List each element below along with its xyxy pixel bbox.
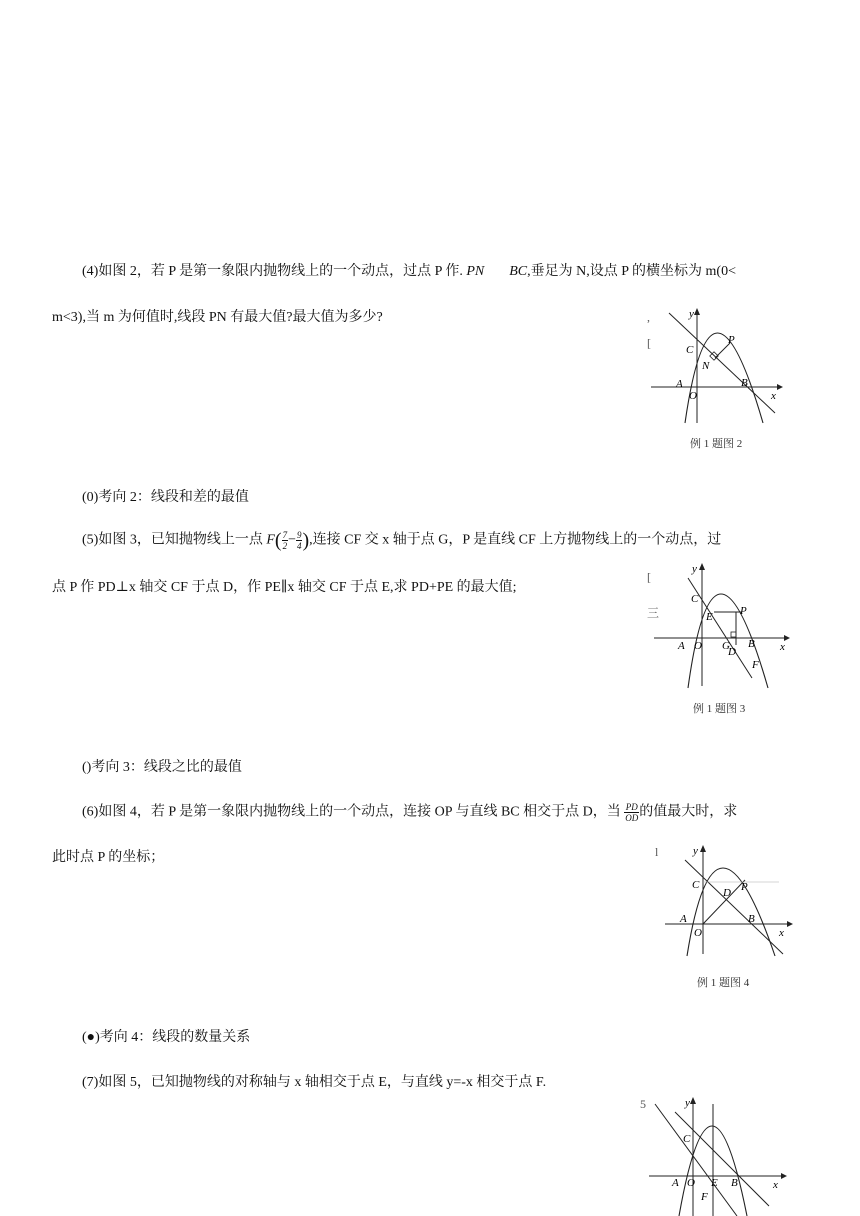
fig3-label-c: C [691, 593, 699, 605]
fig3-x-arrow [784, 635, 790, 641]
q4-line2: m<3),当 m 为何值时,线段 PN 有最大值?最大值为多少? [52, 310, 383, 325]
q4-text-a: (4)如图 2，若 P 是第一象限内抛物线上的一个动点，过点 P 作. [82, 264, 463, 279]
q5-line2: 点 P 作 PD⊥x 轴交 CF 于点 D，作 PE∥x 轴交 CF 于点 E,求 PD+PE 的最大值; [52, 580, 517, 595]
fig2-caption: 例 1 题图 2 [690, 438, 743, 450]
fig2-label-c: C [686, 344, 694, 356]
fig5-x-arrow [781, 1173, 787, 1179]
fig4-label-p: P [741, 881, 748, 893]
fig3-label-p: P [740, 605, 747, 617]
q5-paren-close: ) [302, 529, 310, 552]
q4-math-bc: BC [509, 264, 528, 279]
fig5-margin-mark-1: 5 [640, 1097, 646, 1111]
fig2-label-x: x [771, 390, 776, 402]
q4-text-b: ,垂足为 N,设点 P 的横坐标为 m(0< [527, 264, 736, 279]
q5-text-b: ,连接 CF 交 x 轴于点 G，P 是直线 CF 上方抛物线上的一个动点，过 [309, 532, 722, 548]
fig2-label-o: O [689, 390, 697, 402]
fig5-label-e: E [711, 1177, 718, 1189]
fig4-label-o: O [694, 927, 702, 939]
q6-text-b: 的值最大时，求 [639, 804, 738, 820]
fig5-label-a: A [672, 1177, 679, 1189]
fig3-right-angle [731, 632, 736, 637]
fig5-y-arrow [690, 1097, 696, 1104]
fig4-label-b: B [748, 913, 755, 925]
fig3-label-o: O [694, 640, 702, 652]
fig3-label-x: x [780, 641, 785, 653]
q6-frac-num: PD [625, 802, 638, 812]
fig4-line-bc [685, 860, 783, 954]
fig5-line-bc [675, 1112, 769, 1206]
q6-line2: 此时点 P 的坐标； [52, 850, 165, 865]
fig5-label-o: O [687, 1177, 695, 1189]
fig2-y-arrow [694, 308, 700, 315]
fig3-label-e: E [706, 611, 713, 623]
q5-minus: − [288, 532, 296, 548]
figure-4 [655, 840, 795, 960]
direction-4-heading: (●)考向 4：线段的数量关系 [82, 1030, 251, 1045]
fig3-margin-mark-2: 三 [647, 606, 660, 620]
q6-fraction [624, 802, 639, 823]
q5-paren-open: ( [274, 529, 282, 552]
fig2-label-p: P [728, 334, 735, 346]
fig2-margin-mark-2: [ [647, 336, 651, 350]
fig2-label-b: B [741, 377, 748, 389]
fig3-label-b: B [748, 638, 755, 650]
fig3-label-a: A [678, 640, 685, 652]
fig3-y-arrow [699, 563, 705, 570]
fig2-x-arrow [777, 384, 783, 390]
fig5-label-y: y [685, 1097, 690, 1109]
q5-frac2-num: 9 [296, 530, 302, 540]
q5-text-a: (5)如图 3，已知抛物线上一点 [82, 532, 263, 548]
fig2-label-n: N [702, 360, 710, 372]
fig2-label-y: y [689, 308, 694, 320]
q5-math-f: F [266, 532, 275, 548]
q6-frac-den: OD [625, 813, 639, 823]
direction-3-heading: ()考向 3：线段之比的最值 [82, 760, 242, 775]
fig3-margin-mark-1: [ [647, 570, 651, 584]
fig4-x-arrow [787, 921, 793, 927]
fig4-label-y: y [693, 845, 698, 857]
q5-frac1-den: 2 [282, 541, 288, 551]
q4-math-pn: PN [466, 264, 485, 279]
fig5-line-y-neg-x [655, 1104, 737, 1216]
fig4-y-arrow [700, 845, 706, 852]
fig3-caption: 例 1 题图 3 [693, 703, 746, 715]
fig4-margin-mark-1: l [655, 845, 659, 859]
fig5-label-c: C [683, 1133, 691, 1145]
fig4-label-a: A [680, 913, 687, 925]
q4-line1 [82, 262, 736, 282]
q6-text-a: (6)如图 4，若 P 是第一象限内抛物线上的一个动点，连接 OP 与直线 BC 相交于点 D，当 [82, 804, 621, 820]
fig4-label-x: x [779, 927, 784, 939]
fig4-caption: 例 1 题图 4 [697, 977, 750, 989]
figure-3 [650, 560, 790, 690]
figure-2 [645, 305, 785, 425]
q7-line1: (7)如图 5，已知抛物线的对称轴与 x 轴相交于点 E，与直线 y=-x 相交于点 F. [82, 1075, 547, 1090]
figure-5 [645, 1092, 790, 1216]
q6-line1 [82, 802, 737, 823]
fig4-label-c: C [692, 879, 700, 891]
fig2-label-a: A [676, 378, 683, 390]
fig2-margin-mark-1: , [647, 310, 650, 324]
fig3-label-f: F [752, 659, 759, 671]
fig5-label-b: B [731, 1177, 738, 1189]
q5-frac2-den: 4 [296, 541, 302, 551]
q5-frac1-num: 7 [282, 530, 288, 540]
direction-2-heading: (0)考向 2：线段和差的最值 [82, 490, 249, 505]
fig3-label-y: y [692, 563, 697, 575]
fig4-parabola [687, 868, 775, 956]
fig3-label-g: G [722, 640, 730, 652]
fig5-label-f: F [701, 1191, 708, 1203]
fig2-line-bc [669, 313, 775, 413]
fig3-label-d: D [728, 646, 736, 658]
q5-line1 [82, 530, 721, 551]
fig5-label-x: x [773, 1179, 778, 1191]
fig4-label-d: D [723, 887, 731, 899]
